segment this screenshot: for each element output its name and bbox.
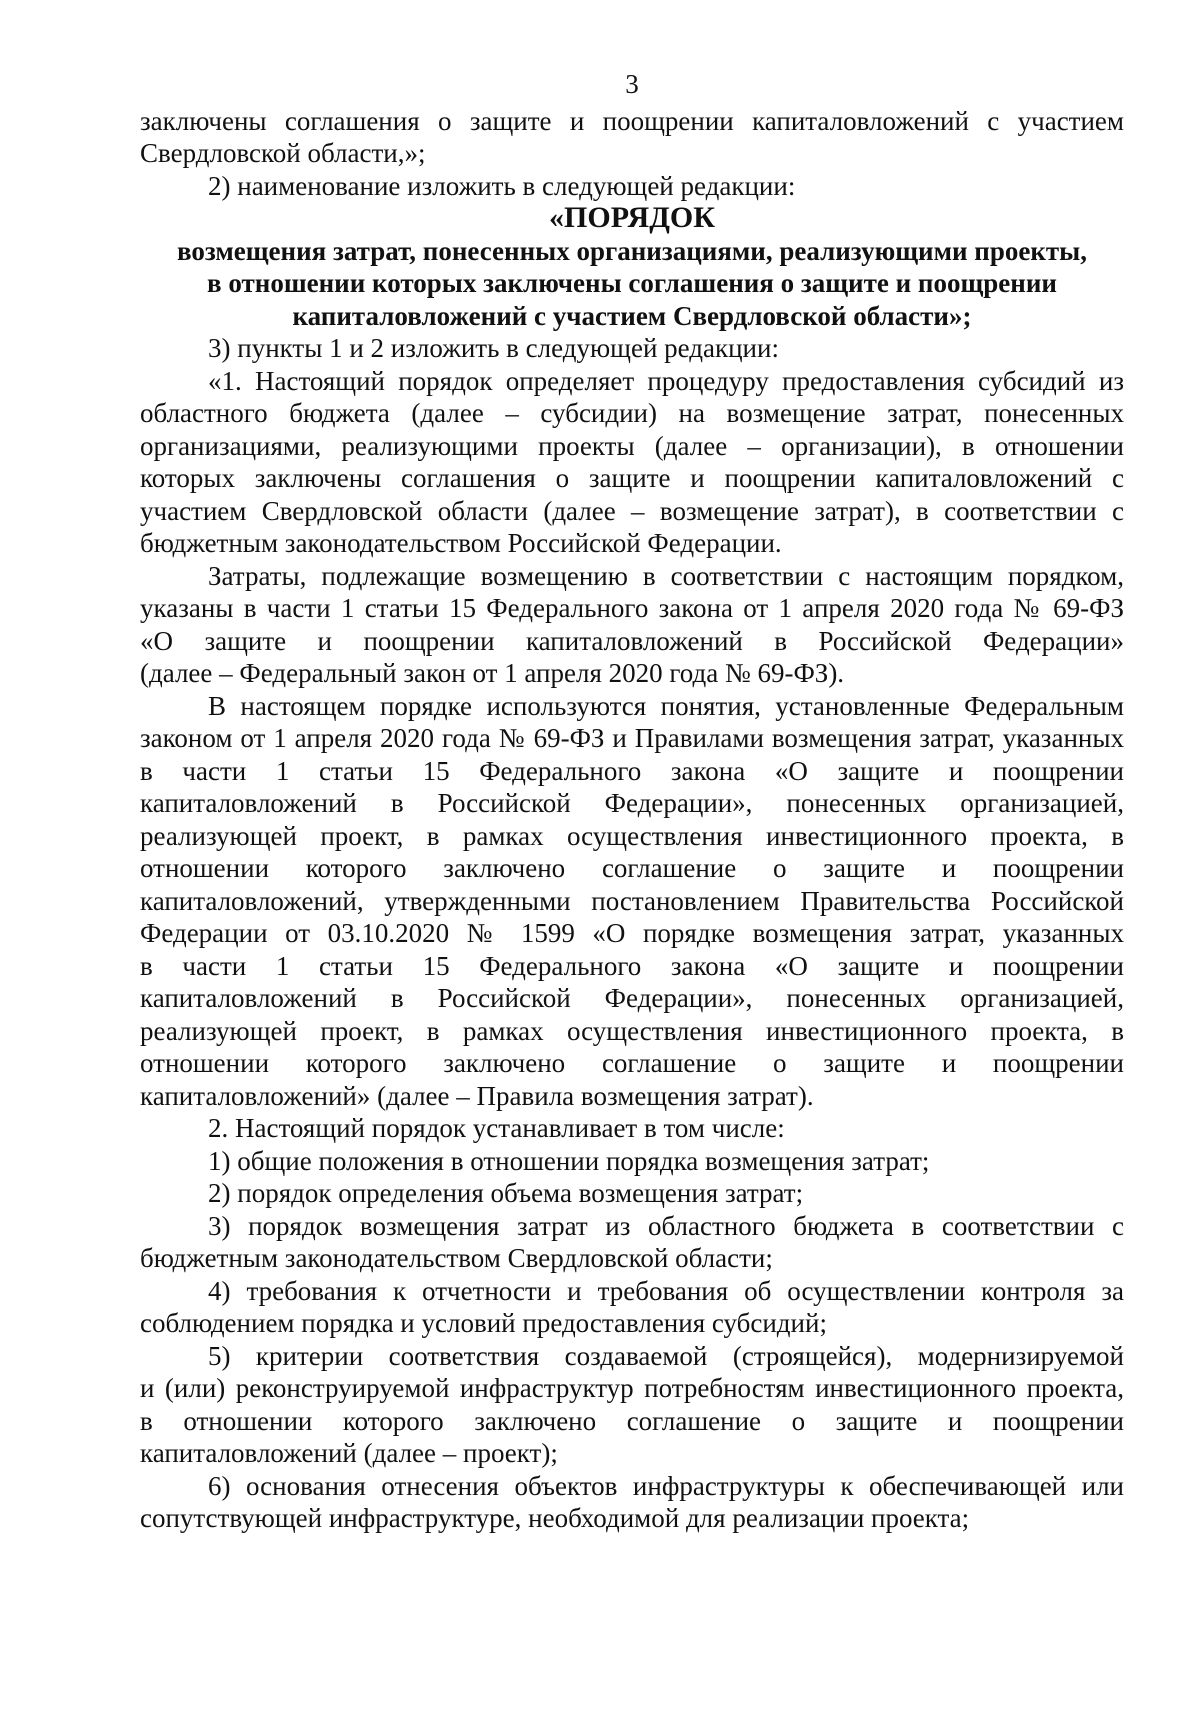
text-line: законом от 1 апреля 2020 года № 69-ФЗ и Правилами возмещения затрат, указанных: [140, 723, 1124, 753]
text-line: капиталовложений в Российской Федерации», понесенных организацией,: [140, 788, 1124, 818]
text-line: указаны в части 1 статьи 15 Федерального закона от 1 апреля 2020 года № 69-ФЗ: [140, 593, 1124, 623]
text-line: отношении которого заключено соглашение о защите и поощрении: [140, 1048, 1124, 1078]
text-line: организациями, реализующими проекты (далее – организации), в отношении: [140, 430, 1124, 461]
heading-line: капиталовложений с участием Свердловской области»;: [292, 300, 972, 331]
text-line: соблюдением порядка и условий предоставления субсидий;: [140, 1308, 827, 1338]
text-line: 3) пункты 1 и 2 изложить в следующей редакции:: [208, 333, 779, 363]
text-line: бюджетным законодательством Российской Федерации.: [140, 528, 782, 558]
text-line: в отношении которого заключено соглашение о защите и поощрении: [140, 1405, 1124, 1436]
text-line: 4) требования к отчетности и требования об осуществлении контроля за: [208, 1275, 1124, 1306]
text-line: 2) наименование изложить в следующей редакции:: [208, 170, 796, 201]
text-line: сопутствующей инфраструктуре, необходимой для реализации проекта;: [140, 1503, 970, 1533]
text-line: капиталовложений» (далее – Правила возмещения затрат).: [140, 1080, 814, 1111]
text-line: Федерации от 03.10.2020 № 1599 «О порядке возмещения затрат, указанных: [140, 918, 1124, 948]
text-line: 1) общие положения в отношении порядка возмещения затрат;: [208, 1145, 930, 1176]
text-line: реализующей проект, в рамках осуществления инвестиционного проекта, в: [140, 1015, 1124, 1046]
text-line: 3) порядок возмещения затрат из областного бюджета в соответствии с: [208, 1210, 1124, 1241]
text-line: 5) критерии соответствия создаваемой (строящейся), модернизируемой: [208, 1340, 1124, 1371]
text-line: Свердловской области,»;: [140, 138, 426, 168]
text-line: бюджетным законодательством Свердловской области;: [140, 1243, 773, 1273]
document-body: [140, 105, 1124, 1535]
text-line: (далее – Федеральный закон от 1 апреля 2020 года № 69-ФЗ).: [140, 658, 845, 688]
text-line: 6) основания отнесения объектов инфраструктуры к обеспечивающей или: [208, 1470, 1124, 1501]
text-line: 2. Настоящий порядок устанавливает в том числе:: [208, 1113, 785, 1143]
text-line: участием Свердловской области (далее – возмещение затрат), в соответствии с: [140, 495, 1124, 526]
page-number: 3: [625, 69, 639, 99]
document-page: [140, 68, 1124, 1535]
heading-line: «ПОРЯДОК: [549, 201, 715, 234]
heading-line: в отношении которых заключены соглашения о защите и поощрении: [207, 268, 1057, 298]
text-line: «О защите и поощрении капиталовложений в Российской Федерации»: [140, 625, 1124, 656]
text-line: заключены соглашения о защите и поощрении капиталовложений с участием: [140, 105, 1124, 136]
text-line: в части 1 статьи 15 Федерального закона «О защите и поощрении: [140, 950, 1124, 981]
text-line: реализующей проект, в рамках осуществления инвестиционного проекта, в: [140, 820, 1124, 851]
text-line: капиталовложений в Российской Федерации», понесенных организацией,: [140, 983, 1124, 1013]
text-line: Затраты, подлежащие возмещению в соответствии с настоящим порядком,: [208, 560, 1124, 591]
text-line: капиталовложений, утвержденными постановлением Правительства Российской: [140, 885, 1124, 916]
heading-line: возмещения затрат, понесенных организациями, реализующими проекты,: [177, 235, 1087, 266]
text-line: 2) порядок определения объема возмещения затрат;: [208, 1178, 804, 1208]
text-line: отношении которого заключено соглашение о защите и поощрении: [140, 853, 1124, 883]
text-line: В настоящем порядке используются понятия, установленные Федеральным: [208, 690, 1124, 721]
text-line: и (или) реконструируемой инфраструктур потребностям инвестиционного проекта,: [140, 1373, 1124, 1403]
text-line: «1. Настоящий порядок определяет процедуру предоставления субсидий из: [208, 365, 1124, 396]
text-line: в части 1 статьи 15 Федерального закона «О защите и поощрении: [140, 755, 1124, 786]
text-line: областного бюджета (далее – субсидии) на возмещение затрат, понесенных: [140, 398, 1124, 428]
text-line: капиталовложений (далее – проект);: [140, 1438, 558, 1468]
text-line: которых заключены соглашения о защите и поощрении капиталовложений с: [140, 463, 1124, 493]
